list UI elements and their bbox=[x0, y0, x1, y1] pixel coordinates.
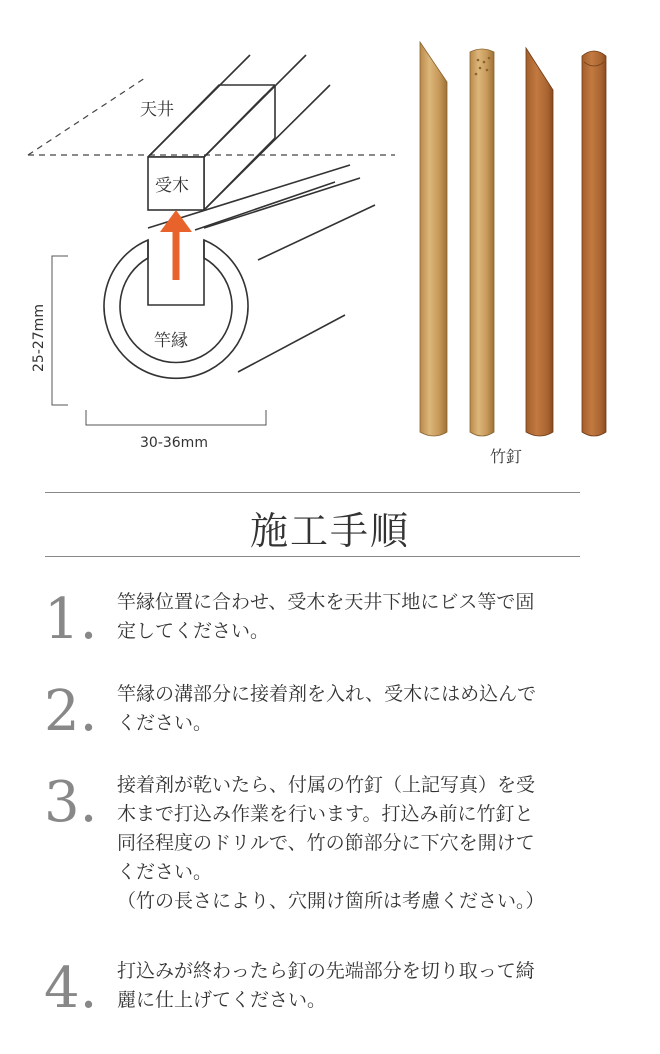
molding-label: 竿縁 bbox=[154, 331, 188, 351]
installation-diagram bbox=[0, 0, 660, 480]
step-line: 竿縁位置に合わせ、受木を天井下地にビス等で固 bbox=[117, 591, 535, 613]
insert-arrow-icon bbox=[160, 210, 192, 280]
step-line: 麗に仕上げてください。 bbox=[117, 989, 327, 1011]
height-dimension-label: 25-27mm bbox=[31, 304, 47, 372]
bamboo-nails-photo bbox=[420, 42, 606, 436]
step-line: 定してください。 bbox=[117, 620, 270, 642]
page-title: 施工手順 bbox=[249, 509, 410, 553]
width-dimension-label: 30-36mm bbox=[140, 435, 208, 451]
step-line: 接着剤が乾いたら、付属の竹釘（上記写真）を受 bbox=[117, 774, 536, 796]
step-number: 2. bbox=[44, 679, 98, 744]
ceiling-label: 天井 bbox=[140, 100, 174, 120]
step-text bbox=[117, 588, 587, 646]
step-line: 木まで打込み作業を行います。打込み前に竹釘と bbox=[117, 803, 534, 825]
receiver-label: 受木 bbox=[155, 176, 189, 196]
step-number: 1. bbox=[44, 587, 98, 652]
bamboo-nail-4 bbox=[582, 51, 606, 436]
title-bottom-rule bbox=[45, 556, 580, 557]
step-line: ください。 bbox=[117, 861, 213, 883]
step-number: 4. bbox=[44, 956, 98, 1021]
step-line: ください。 bbox=[117, 712, 213, 734]
step-line: 同径程度のドリルで、竹の節部分に下穴を開けて bbox=[117, 832, 535, 854]
step-number: 3. bbox=[44, 770, 98, 835]
step-text bbox=[117, 680, 587, 738]
title-top-rule bbox=[45, 492, 580, 493]
bamboo-nail-1 bbox=[420, 42, 447, 436]
ceiling-outline bbox=[28, 78, 395, 155]
step-line: （竹の長さにより、穴開け箇所は考慮ください。） bbox=[117, 890, 545, 912]
step-text bbox=[117, 957, 587, 1015]
step-text bbox=[117, 771, 587, 916]
step-line: 竿縁の溝部分に接着剤を入れ、受木にはめ込んで bbox=[117, 683, 537, 705]
bamboo-nail-3 bbox=[526, 48, 553, 436]
step-line: 打込みが終わったら釘の先端部分を切り取って綺 bbox=[117, 960, 535, 982]
nails-label: 竹釘 bbox=[490, 447, 523, 466]
bamboo-nail-2 bbox=[470, 49, 494, 436]
